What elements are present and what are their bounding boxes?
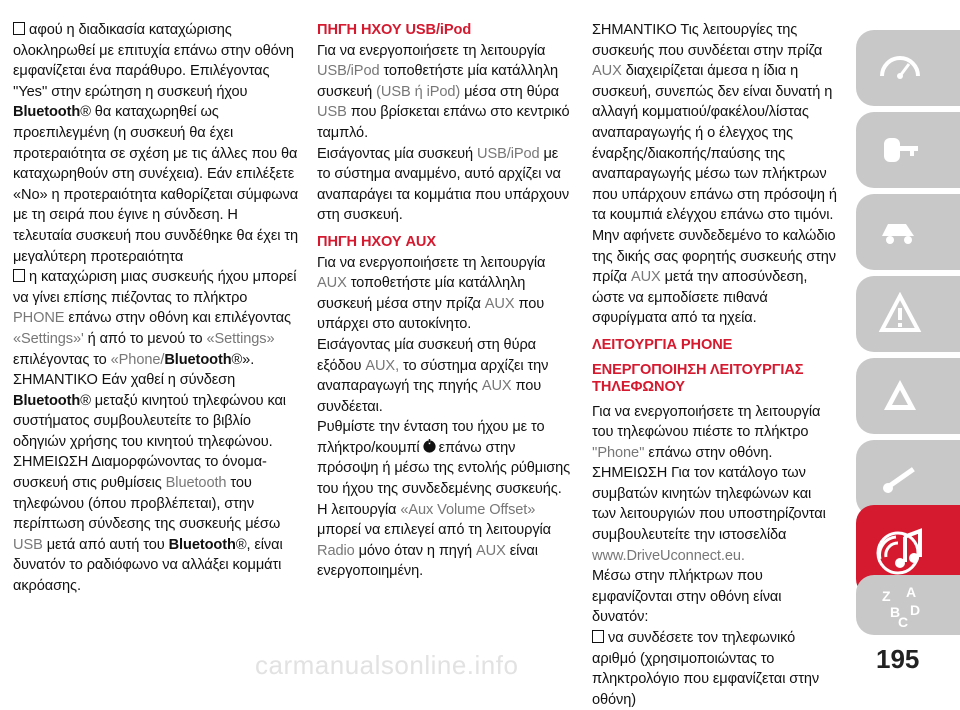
- paragraph: αφού η διαδικασία καταχώρισης ολοκληρωθεί με επιτυχία επάνω στην οθόνη εμφανίζεται ένα παράθυρο. Επιλέγοντας ''Yes'' στην ερώτηση η συσκευή ήχου Bluetooth® θα καταχωρηθεί ως προεπιλεγμένη (η συσκευή θα έχει προτεραιότητα σε σχέση με τις άλλες που θα καταχωρηθούν στη συνέχεια). Εάν επιλέξετε «No» η προτεραιότητα καθορίζεται σύμφωνα με τη σειρά που έγινε η σύνδεση. Η τελευταία συσκευή που συνδέθηκε θα έχει τη μεγαλύτερη προτεραιότητα: [13, 22, 299, 265]
- svg-text:D: D: [910, 602, 921, 618]
- paragraph: Η λειτουργία «Aux Volume Offset» μπορεί να επιλεγεί από τη λειτουργία Radio μόνο όταν η πηγή AUX είναι ενεργοποιημένη.: [317, 501, 551, 580]
- multimedia-note-icon: [876, 523, 932, 579]
- volume-knob-icon: [422, 439, 437, 454]
- paragraph: Για να ενεργοποιήσετε τη λειτουργία AUX τοποθετήστε μία κατάλληλη συσκευή μέσα στην πρίζα AUX που υπάρχει στο αυτοκίνητο.: [317, 254, 546, 333]
- column-3: [592, 20, 837, 710]
- paragraph: Για να ενεργοποιήσετε τη λειτουργία USB/iPod τοποθετήστε μία κατάλληλη συσκευή (USB ή iPod) μέσα στη θύρα USB που βρίσκεται επάνω στο κεντρικό ταμπλό.: [317, 42, 570, 141]
- car-key-icon: [876, 128, 924, 172]
- paragraph: να συνδέσετε τον τηλεφωνικό αριθμό (χρησιμοποιώντας το πληκτρολόγιο που εμφανίζεται στην οθόνη): [592, 630, 820, 708]
- tab-keys[interactable]: [856, 112, 960, 188]
- note: ΣΗΜΕΙΩΣΗ Για τον κατάλογο των συμβατών κινητών τηλεφώνων και των λειτουργιών που υποστηρίζονται συμβουλευτείτε την ιστοσελίδα www.DriveUconnect.eu.: [592, 465, 826, 564]
- website-link[interactable]: www.DriveUconnect.eu.: [592, 547, 745, 564]
- svg-text:A: A: [906, 584, 917, 600]
- warning-triangle-icon: [876, 292, 924, 336]
- section-heading-activate: ΕΝΕΡΓΟΠΟΙΗΣΗ ΛΕΙΤΟΥΡΓΙΑΣ ΤΗΛΕΦΩΝΟΥ: [592, 361, 804, 395]
- paragraph: Εισάγοντας μία συσκευή USB/iPod με το σύστημα αναμμένο, αυτό αρχίζει να αναπαράγει τα κομμάτια που υπάρχουν στη συσκευή.: [317, 145, 570, 224]
- checkbox-bullet-icon: [13, 269, 25, 282]
- checkbox-bullet-icon: [592, 630, 604, 643]
- page-number: 195: [876, 644, 920, 674]
- tab-dashboard[interactable]: [856, 30, 960, 106]
- checkbox-bullet-icon: [13, 22, 25, 35]
- svg-text:Z: Z: [882, 588, 891, 604]
- paragraph: Εισάγοντας μία συσκευή στη θύρα εξόδου AUX, το σύστημα αρχίζει την αναπαραγωγή της πηγής AUX που συνδέεται.: [317, 336, 549, 415]
- note-important: ΣΗΜΑΝΤΙΚΟ Εάν χαθεί η σύνδεση Bluetooth® μεταξύ κινητού τηλεφώνου και συστήματος συμβουλευτείτε το βιβλίο οδηγιών χρήσης του κινητού τηλεφώνου.: [13, 372, 286, 450]
- tab-lights[interactable]: [856, 194, 960, 270]
- tab-index[interactable]: [856, 575, 960, 635]
- column-1: [13, 20, 299, 597]
- hazard-light-icon: [876, 374, 924, 418]
- paragraph: Ρυθμίστε την ένταση του ήχου με το πλήκτρο/κουμπί επάνω στην πρόσοψη ή μέσω της εντολής ρύθμισης του ήχου της συνδεδεμένης συσκευής.: [317, 419, 571, 498]
- paragraph: η καταχώριση μιας συσκευής ήχου μπορεί να γίνει επίσης πιέζοντας το πλήκτρο PHONE επάνω στην οθόνη και επιλέγοντας «Settings»' ή από το μενού το «Settings» επιλέγοντας το «Phone/Bluetooth®».: [13, 269, 297, 368]
- paragraph: Μέσω στην πλήκτρων που εμφανίζονται στην οθόνη είναι δυνατόν:: [592, 568, 782, 626]
- dashboard-icon: [876, 46, 924, 90]
- alphabet-index-icon: [876, 583, 932, 627]
- svg-text:B: B: [890, 604, 901, 620]
- svg-text:C: C: [898, 614, 909, 627]
- watermark: carmanualsonline.info: [255, 650, 519, 680]
- section-heading-aux: ΠΗΓΗ ΗΧΟΥ AUX: [317, 233, 436, 250]
- note-important: ΣΗΜΑΝΤΙΚΟ Τις λειτουργίες της συσκευής που συνδέεται στην πρίζα AUX διαχειρίζεται άμεσα η ίδια η συσκευή, συνεπώς δεν είναι δυνατή η αλλαγή κομματιού/φακέλου/λίστας αναπαραγωγής ή ο έλεγχος της έναρξης/διακοπής/παύσης της αναπαραγωγής μέσω των πλήκτρων που υπάρχουν επάνω στη πρόσοψη ή τα κουμπιά ελέγχου επάνω στο τιμόνι. Μην αφήνετε συνδεδεμένο το καλώδιο της δικής σας φορητής συσκευής στην πρίζα AUX μετά την αποσύνδεση, ώστε να εμποδίσετε πιθανά σφυρίγματα από τα ηχεία.: [592, 22, 837, 327]
- tab-safety[interactable]: [856, 276, 960, 352]
- tab-emergency[interactable]: [856, 358, 960, 434]
- column-2: [317, 20, 575, 582]
- tools-icon: [876, 456, 924, 500]
- note: ΣΗΜΕΙΩΣΗ Διαμορφώνοντας το όνομα-συσκευή στις ρυθμίσεις Bluetooth του τηλεφώνου (όπου προβλέπεται), στην περίπτωση σύνδεσης της συσκευής μέσω USB μετά από αυτή του Bluetooth®, είναι δυνατόν το ραδιόφωνο να αλλάξει κομμάτι ακρόασης.: [13, 454, 283, 595]
- section-heading-usb: ΠΗΓΗ ΗΧΟΥ USB/iPod: [317, 22, 472, 38]
- section-heading-phone: ΛΕΙΤΟΥΡΓΙΑ PHONE: [592, 336, 733, 353]
- paragraph: Για να ενεργοποιήσετε τη λειτουργία του τηλεφώνου πιέστε το πλήκτρο ''Phone'' επάνω στην οθόνη.: [592, 403, 821, 461]
- car-light-icon: [876, 210, 924, 254]
